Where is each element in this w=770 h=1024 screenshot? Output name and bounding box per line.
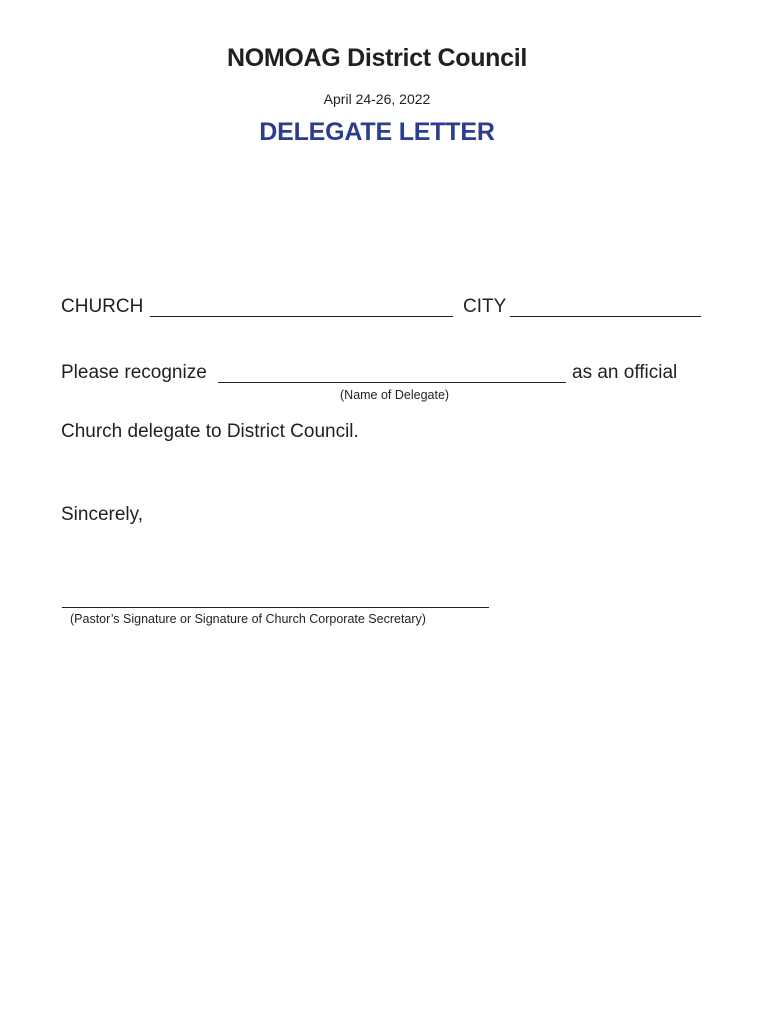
signature-field[interactable]: [62, 607, 489, 608]
city-field[interactable]: [510, 316, 701, 317]
city-label: CITY: [463, 296, 507, 317]
recognize-label: Please recognize: [61, 362, 207, 383]
delegate-name-field[interactable]: [218, 382, 566, 383]
document-heading: DELEGATE LETTER: [259, 118, 495, 146]
signature-caption: (Pastor’s Signature or Signature of Church Corporate Secretary): [70, 612, 426, 626]
delegate-name-caption: (Name of Delegate): [340, 388, 450, 402]
body-continuation: Church delegate to District Council.: [61, 421, 359, 442]
closing-text: Sincerely,: [61, 504, 144, 525]
church-label: CHURCH: [61, 296, 144, 317]
event-date: April 24-26, 2022: [323, 91, 431, 107]
church-field[interactable]: [150, 316, 453, 317]
recognize-suffix: as an official: [572, 362, 678, 383]
org-title: NOMOAG District Council: [226, 44, 528, 72]
